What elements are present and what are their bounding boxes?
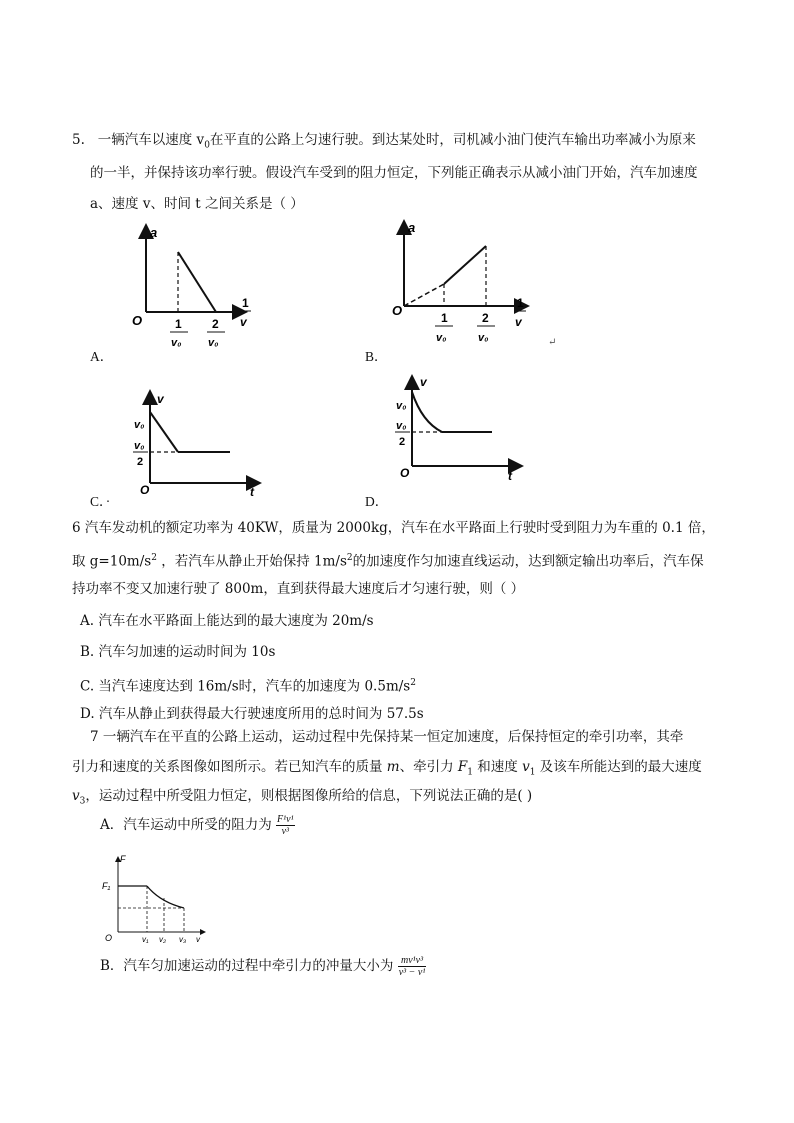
svg-text:v₀: v₀ xyxy=(134,440,145,452)
svg-text:1: 1 xyxy=(242,296,249,310)
q5-line-3: a、速度 v、时间 t 之间关系是（ ） xyxy=(90,196,304,212)
svg-text:v₃: v₃ xyxy=(179,935,187,944)
origin-label: O xyxy=(132,313,143,328)
svg-text:O: O xyxy=(105,933,113,943)
svg-text:F₁: F₁ xyxy=(102,881,111,891)
svg-text:1: 1 xyxy=(517,296,524,310)
q6-option-a: A. 汽车在水平路面上能达到的最大速度为 20m/s xyxy=(80,613,374,629)
svg-text:v₀: v₀ xyxy=(208,337,219,349)
graph-a xyxy=(126,222,266,352)
svg-text:2: 2 xyxy=(212,317,219,331)
q5-option-d: D． xyxy=(365,494,389,509)
svg-text:2: 2 xyxy=(137,456,144,468)
svg-text:v₂: v₂ xyxy=(159,935,167,944)
q5-option-a: A． xyxy=(90,349,114,364)
graph-c xyxy=(130,388,270,500)
q7-line-3: $v_3$，运动过程中所受阻力恒定，则根据图像所给的信息，下列说法正确的是( ) xyxy=(72,788,533,807)
svg-text:v: v xyxy=(420,375,427,389)
q5-option-b: B． xyxy=(365,349,388,364)
svg-text:v: v xyxy=(515,315,522,329)
q6-line-3: 持功率不变又加速行驶了 800m，直到获得最大速度后才匀速行驶，则（ ） xyxy=(72,581,525,597)
svg-text:v: v xyxy=(240,315,247,329)
q5-line-1: 5. 一辆汽车以速度 $v_0$在平直的公路上匀速行驶。到达某处时，司机减小油门使汽车输出功率减小为原来 xyxy=(72,132,696,151)
return-mark: ↵ xyxy=(548,337,557,348)
svg-text:1: 1 xyxy=(175,317,182,331)
svg-text:v₁: v₁ xyxy=(142,935,149,944)
svg-text:F: F xyxy=(120,854,126,864)
graph-b xyxy=(388,218,538,348)
svg-text:1: 1 xyxy=(441,311,448,325)
q5-option-c: C．· xyxy=(90,494,111,509)
svg-text:v₀: v₀ xyxy=(436,332,447,344)
axis-a-label: a xyxy=(150,225,158,240)
svg-text:O: O xyxy=(392,303,403,318)
q7-option-b: B．汽车匀加速运动的过程中牵引力的冲量大小为 $\frac{\text{mv¹v³}}{\text{v³ − v¹}}$ xyxy=(100,955,426,978)
svg-text:a: a xyxy=(408,220,416,235)
svg-text:2: 2 xyxy=(482,311,489,325)
svg-text:v₀: v₀ xyxy=(134,419,145,431)
q6-option-b: B. 汽车匀加速的运动时间为 10s xyxy=(80,644,276,660)
svg-text:t: t xyxy=(508,469,512,483)
q6-line-1: 6 汽车发动机的额定功率为 40KW，质量为 2000kg，汽车在水平路面上行驶时受到阻力为车重的 0.1 倍， xyxy=(72,520,715,536)
svg-text:v₀: v₀ xyxy=(478,332,489,344)
graph-q7 xyxy=(100,852,210,944)
svg-text:t: t xyxy=(250,485,254,499)
svg-text:O: O xyxy=(400,466,410,480)
q6-option-d: D. 汽车从静止到获得最大行驶速度所用的总时间为 57.5s xyxy=(80,706,424,722)
svg-text:v: v xyxy=(157,392,164,406)
svg-text:v: v xyxy=(196,935,200,944)
svg-text:v₀: v₀ xyxy=(396,400,407,412)
q7-line-2: 引力和速度的关系图像如图所示。若已知汽车的质量 m、牵引力 $F_1$ 和速度 $v_1$ 及该车所能达到的最大速度 xyxy=(72,759,702,778)
q7-line-1: 7 一辆汽车在平直的公路上运动，运动过程中先保持某一恒定加速度，后保持恒定的牵引功率，其牵 xyxy=(90,729,684,745)
graph-d xyxy=(392,374,532,486)
q6-option-c: C. 当汽车速度达到 16m/s时，汽车的加速度为 $0.5m/s^2$ xyxy=(80,678,416,695)
svg-text:2: 2 xyxy=(399,436,406,448)
q6-line-2: 取 $g=10m/s^2$ ，若汽车从静止开始保持 $1m/s^2$的加速度作匀加速直线运动，达到额定输出功率后，汽车保 xyxy=(72,553,704,570)
svg-text:v₀: v₀ xyxy=(171,337,182,349)
q7-option-a: A．汽车运动中所受的阻力为 $\frac{\text{F¹v¹}}{\text{v³}}$ xyxy=(100,814,294,837)
svg-text:v₀: v₀ xyxy=(396,420,407,432)
q5-line-2: 的一半，并保持该功率行驶。假设汽车受到的阻力恒定，下列能正确表示从减小油门开始，汽车加速度 xyxy=(90,165,698,181)
svg-text:O: O xyxy=(140,483,150,497)
